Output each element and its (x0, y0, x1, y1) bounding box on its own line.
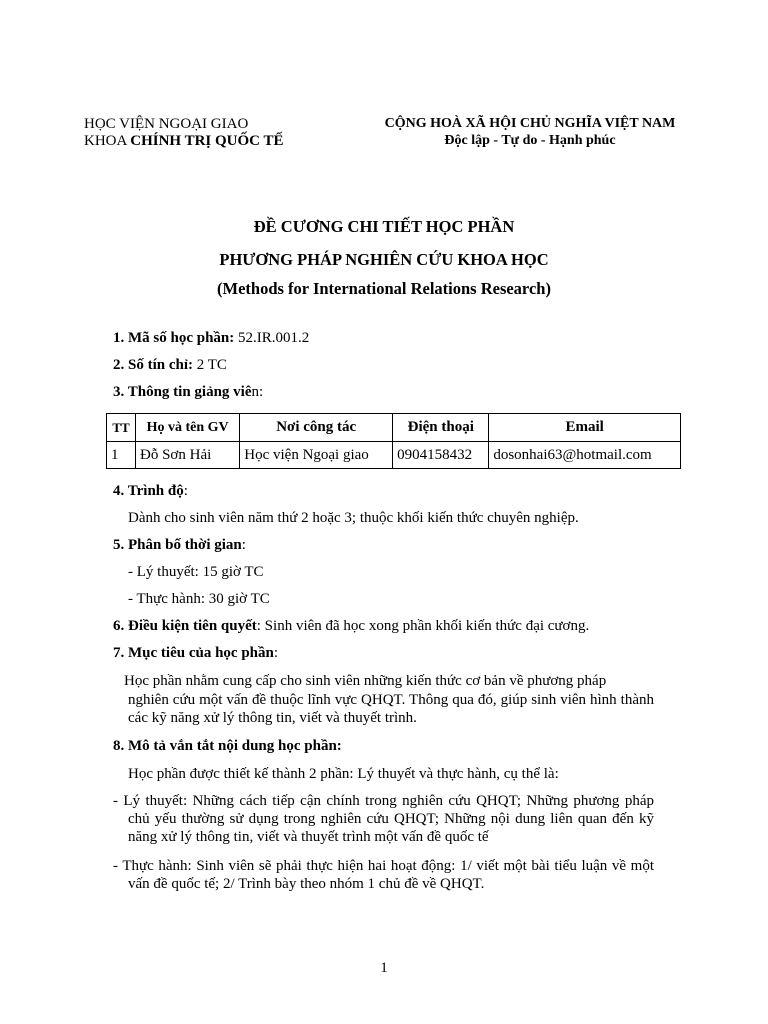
faculty-name: KHOA CHÍNH TRỊ QUỐC TẾ (84, 133, 284, 149)
cell-email: dosonhai63@hotmail.com (489, 442, 681, 469)
column-header-phone: Điện thoại (393, 414, 489, 442)
level-text: Dành cho sinh viên năm thứ 2 hoặc 3; thuộc khối kiến thức chuyên nghiệp. (128, 510, 579, 526)
column-header-email: Email (489, 414, 681, 442)
column-header-name: Họ và tên GV (136, 414, 240, 442)
cell-workplace: Học viện Ngoại giao (240, 442, 393, 469)
table-header-row (107, 414, 681, 442)
cell-name: Đỗ Sơn Hải (136, 442, 240, 469)
goal-heading: 7. Mục tiêu của học phần: (113, 645, 279, 661)
time-heading: 5. Phân bố thời gian: (113, 537, 246, 553)
prerequisite: 6. Điều kiện tiên quyết: Sinh viên đã học xong phần khối kiến thức đại cương. (113, 618, 590, 634)
time-practice: - Thực hành: 30 giờ TC (128, 591, 270, 607)
institution-name: HỌC VIỆN NGOẠI GIAO (84, 116, 249, 132)
country-name: CỘNG HOÀ XÃ HỘI CHỦ NGHĨA VIỆT NAM (384, 116, 676, 131)
course-code: 1. Mã số học phần: 52.IR.001.2 (113, 330, 310, 346)
goal-text-first-line: Học phần nhằm cung cấp cho sinh viên những kiến thức cơ bản về phương pháp (124, 673, 607, 689)
description-theory: - Lý thuyết: Những cách tiếp cận chính trong nghiên cứu QHQT; Những phương pháp chủ yếu thường sử dụng trong nghiên cứu QHQT; Những nội dung liên quan đến kỹ năng xử lý thông tin, viết và thuyết trình một vấn đề quốc tế (113, 793, 654, 845)
course-credits: 2. Số tín chỉ: 2 TC (113, 357, 227, 373)
lecturer-info-heading: 3. Thông tin giảng viên: (113, 384, 264, 400)
country-motto: Độc lập - Tự do - Hạnh phúc (444, 133, 616, 148)
document-title: ĐỀ CƯƠNG CHI TIẾT HỌC PHẦN (253, 217, 515, 236)
cell-tt: 1 (107, 442, 136, 469)
goal-text: nghiên cứu một vấn đề thuộc lĩnh vực QHQT. Thông qua đó, giúp sinh viên hình thành các kỹ năng xử lý thông tin, viết và thuyết trình. (128, 692, 654, 726)
time-theory: - Lý thuyết: 15 giờ TC (128, 564, 264, 580)
course-title-english: (Methods for International Relations Research) (217, 279, 551, 298)
description-heading: 8. Mô tả vắn tắt nội dung học phần: (113, 738, 342, 754)
column-header-workplace: Nơi công tác (240, 414, 393, 442)
cell-phone: 0904158432 (393, 442, 489, 469)
description-intro: Học phần được thiết kế thành 2 phần: Lý thuyết và thực hành, cụ thể là: (128, 766, 559, 782)
table-row (107, 442, 681, 469)
description-practice: - Thực hành: Sinh viên sẽ phải thực hiện hai hoạt động: 1/ viết một bài tiểu luận về một vấn đề quốc tế; 2/ Trình bày theo nhóm 1 chủ đề về QHQT. (113, 858, 654, 892)
lecturer-table (106, 413, 681, 469)
page-number: 1 (380, 960, 388, 976)
level-heading: 4. Trình độ: (113, 483, 188, 499)
column-header-tt: TT (107, 414, 136, 442)
course-title: PHƯƠNG PHÁP NGHIÊN CỨU KHOA HỌC (219, 250, 549, 269)
